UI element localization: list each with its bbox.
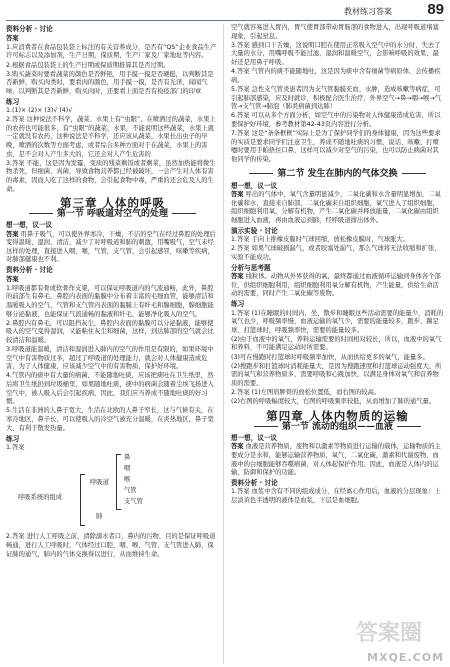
page-header — [0, 0, 450, 22]
section-title — [6, 210, 219, 219]
paragraph — [231, 443, 444, 477]
section-title — [231, 423, 444, 432]
paragraph: 3.答案 不能，这是因为发霉，变质的残菜剩饭或者剩菜，虽然加热能将微生物杀死，但细菌、真菌，导致食物营养都已经被破坏，一会产生对人体有害的毒素，因而人吃了这样的食物，会引起食物中毒，严重的还会危及人的生命。 — [6, 159, 216, 193]
paragraph: (2)右图的呼吸幅度较大，右图的呼吸频率较低，从而增加了肺的通气量。 — [231, 398, 436, 406]
heading: 资料分析 · 讨论 — [6, 266, 53, 275]
watermark — [340, 609, 450, 667]
section-text: 第二节 发生在肺内的气体交换 — [277, 169, 398, 180]
diagram-item: 喉 — [124, 476, 131, 484]
page-number: 89 — [427, 1, 444, 18]
paragraph: 2.答案 进行人工呼吸之前，清除溺水者口、鼻内的污物，目的是保证呼吸道畅通，进行人工呼吸时，气体经过口腔、咽、喉、气管、支气管进入肺，保证肺的通气，肺内的气体交换得以进行，从而维持生命。 — [6, 533, 216, 558]
paragraph: 1.(1)× (2)× (3)√ (4)√ — [6, 107, 73, 115]
paragraph: (3)可在慢跑时打篮球时呼吸频率加快，从而供给更多的氧气，能量多。 — [231, 353, 429, 361]
heading: 演示实验 · 讨论 — [231, 227, 278, 236]
chapter-title: 第四章 人体内物质的运输 — [266, 409, 409, 424]
paragraph: 2.鼻腔内有鼻毛，可以阻挡灰尘，鼻腔内表面的黏膜可以分泌黏液，能够使吸入的空气变得湿润，又能粘住灰尘和细菌，这样，到达肺部的空气就会比较清洁和温暖。 — [6, 319, 214, 344]
paragraph: 空气就容易进入胃内，胃气使胃部带动胃肠部的食物进入，出现呼吸道堵塞现象，引起窒息。 — [231, 24, 439, 40]
answer-label: 答案 — [231, 191, 244, 199]
paragraph-text: 线粒体。动物从外界获得的氧，最终都通过血液循环运输到身体各个部位，供组织细胞利用，组织细胞利用氧分解有机物，产生能量，供给生命活动的需要，同时产生二氧化碳等废物。 — [231, 273, 441, 298]
paragraph: 4.气管内的痰中有大量的病菌，不能随地吐痰，应该把痰吐在卫生纸里，然后将卫生纸扔到垃圾桶里，如果随地吐痰，痰中的病菌会随着尘埃飞扬进入空气中，被人吸入后会引起疾病，因此，我们应当养成不随地吐痰的好习惯。 — [6, 372, 214, 406]
diagram-item: 咽 — [124, 465, 131, 473]
paragraph: 1.答案 血浆中含有不同的组成成分，在经离心作用后，血液的分层现象：上层淡黄色半透明的液体是血浆，下层是血细胞。 — [231, 488, 441, 504]
heading: 想一想，议一议 — [231, 182, 278, 191]
paragraph — [6, 231, 219, 265]
answer-label: 答案 — [6, 230, 19, 238]
paragraph: 4.答案 气管内的痰不能随地吐，这是因为痰中含有细菌等病原体，会传播疾病。 — [231, 68, 441, 84]
section-text: 第一节 流动的组织——血液 — [281, 421, 394, 432]
paragraph — [231, 273, 444, 299]
section-title — [231, 170, 444, 179]
paragraph: 2.答案 (1)左图肩胛骨的放松位置低，而右图的较高。 — [231, 389, 381, 397]
diagram-item: 鼻 — [124, 454, 131, 462]
heading: 资料分析 · 讨论 — [231, 479, 278, 488]
paragraph: 1.呼吸道都有骨或软骨作支架，可以保证呼吸道内的气流通畅，此外，鼻腔的前部生有鼻毛，鼻腔内表面的黏膜中分布着丰富的毛细血管，能够清洁和温暖吸入的空气，气管和支气管内表面的黏膜上有纤毛和腺细胞，腺细胞能够分泌黏液，也能保证气流通畅的黏液和纤毛，能够净化吸入的空气。 — [6, 284, 214, 318]
watermark-url: MXQE.COM — [367, 651, 444, 664]
diagram-item: 支气管 — [124, 498, 143, 506]
heading: 想一想，议一议 — [6, 221, 53, 230]
diagram-bracket — [80, 474, 85, 526]
header-rule — [6, 20, 444, 21]
diagram-bracket — [116, 454, 121, 510]
paragraph: 5.生活在非洲的人鼻子宽大，生活在北欧的人鼻子窄长，这与气候有关，在寒冷地区，鼻子长，可以使吸入的冷空气被充分温暖，在炎热地区，鼻子宽大，有利于散发热量。 — [6, 407, 214, 432]
title-rule — [397, 426, 421, 427]
paragraph-text: 呼出的气体中，氧气含量明显减少，二氧化碳和水含量明显增加，二氧化碳和水，直接来自肺部，二氧化碳来自组织细胞，氧气进入了组织细胞，组织细胞利用氧，分解有机物，产生二氧化碳并释放能量，二氧化碳由组织细胞进入血液，再由血液运到肺，经呼吸道排出体外。 — [231, 191, 441, 225]
title-rule — [29, 213, 53, 214]
paragraph: 3.答案 感到口干舌燥，这说明口腔在使用正常吸入空气中的水分时，失去了大量的水分，用嘴呼吸不能过滤，湿润和温暖空气，会影响呼吸的效果，最好还是用鼻子呼吸。 — [231, 41, 441, 66]
respiratory-diagram — [6, 454, 219, 530]
diagram-root: 呼吸系统的组成 — [18, 494, 63, 502]
diagram-group: 呼吸道 — [90, 479, 109, 487]
paragraph: 3.购买蔬菜时要看蔬菜的颜色是否鲜艳，用手摸一摸是否硬挺，以判断其是否新鲜，购买肉类时，要看肉的颜色，用手摸一摸，是否有光泽，闻闻气味，以判断其是否新鲜，购买肉时，还要看上面是否有检疫部门的印章 — [6, 70, 214, 95]
paragraph: 2.根据食品包装袋上的生产日期或保质期推算其是否过期。 — [6, 61, 170, 69]
paragraph: 1.答案 — [6, 443, 25, 451]
title-rule — [402, 173, 426, 174]
paragraph: 2.答案 如果气球破损漏气，或者胶塞处漏气，那么气球将无法收缩和扩张，实验不能成功。 — [231, 245, 441, 261]
paragraph: (2)由于血液中的氧气，养料运输需要的时间相对较长，所以，血液中的氧气和养料，不可能满足运动时所需要。 — [231, 335, 442, 352]
watermark-logo: 答案圈 — [355, 620, 422, 646]
paragraph: 1.答案 手向上推橡皮膜时气球回缩，放松橡皮膜时，气球胀大。 — [231, 236, 410, 244]
answer-label: 答案 — [231, 273, 244, 281]
section-text: 第一节 呼吸道对空气的处理 — [56, 208, 169, 219]
paragraph: (2)搜跑步和打篮球时消耗能量大，是因为搜跑速度和打篮球运动强度大，所需的氧气和营养物质多，需要呼吸和心跳加快，以满足身体对氧气和营养物质的需要。 — [231, 362, 442, 388]
answer-label: 答案 — [6, 34, 19, 42]
heading: 练习 — [6, 97, 20, 106]
paragraph: 7.答案 这是“条条框框”实际上是为了保护同学们的身体健康，因为这些要求的实质是要求同学们注意卫生，养成不随地吐痰的习惯，说话、咳嗽、打喷嚏时要用手帕捂住口鼻，这样可以减少对空气的污染，也可以防止病菌对其他同学的传染。 — [231, 130, 441, 163]
heading: 练习 — [6, 434, 20, 443]
heading: 练习 — [231, 300, 245, 309]
title-rule — [254, 426, 278, 427]
heading: 资料分析 · 讨论 — [6, 25, 53, 34]
diagram-group: 肺 — [96, 513, 103, 521]
heading: 想一想，议一议 — [231, 434, 278, 443]
heading: 分析与思考题 — [231, 263, 271, 272]
paragraph: 5.答案 急性支气管炎患者因为支气管黏膜充血、水肿，造成咳嗽等病症，可引起肺部感染，应及时就诊，积极配合医生治疗，外界空气→鼻→咽→喉→气管→支气管→肺泡（肺炎病菌到达肺） — [231, 85, 442, 111]
paragraph: 1.应消费者在食品包装袋上标注的有关营养成分，是否有“QS”企业食品生产许可标志以及添加剂，生产日期，保质期，生产厂家及厂家地址等内容。 — [6, 43, 217, 60]
header-title: 教材练习答案 — [344, 7, 392, 16]
right-column — [231, 24, 444, 506]
answer-label: 答案 — [6, 275, 19, 283]
diagram-item: 气管 — [124, 487, 137, 495]
paragraph: 3.呼吸道能温暖，清洁和湿润进入肺内的空气的作用是有限的，如果环境中空气中有害物质过多，超过了呼吸道的处理能力，就会对人体健康造成危害，为了人体健康，应该减少空气中的有害物质，保护好环境。 — [6, 346, 214, 371]
paragraph: 2.答案 这种说法不科学，蔬菜、水果上有“虫眼”，在喷洒过的蔬菜，水果上的农药也可能很多，有“虫眼”的蔬菜，水果，不能说明这些蔬菜，水果上就一定就没有农药，这种说法是不科学，还应该从蔬菜，水果长出虫子的早晚，喷洒的次数等方面考虑，或者综合多种方面对于在蔬菜，水果上的害虫，是不会对人产生多大的，它还会对人产生危害的 — [6, 116, 216, 158]
left-column — [6, 24, 219, 560]
paragraph-text: 血液是营养物质，废物和以激素等物质进行运输的载体，运输物质的主要成分是水和，能够运输营养物质，氧气，二氧化碳，激素和代谢废物，血液中的白细胞能够吞噬病菌，对人体起保护作用。因此，血液是人体内的运输，防御和保护的功能。 — [231, 443, 441, 477]
paragraph: 6.答案 可以从多个方面分析，如空气中的污染物对人体健康造成危害，所以要保护好环境，参考教材第42-43页内容进行分析。 — [231, 112, 441, 128]
paragraph — [231, 191, 444, 225]
column-divider — [223, 24, 224, 664]
title-rule — [249, 173, 273, 174]
paragraph: 1.答案 (1)在睡眠的时间内，坐、散步和睡眠这些活动需要的能量少，消耗的氧气也少，呼吸频率慢，血液运输的氧气少，需要的能量较多，跑步、踢足球、打篮球时，呼吸频率快，需要的能量较多。 — [231, 309, 444, 334]
chapter-title: 第三章 人体的呼吸 — [59, 196, 165, 211]
title-rule — [172, 213, 196, 214]
paragraph-text: 用鼻子吸气，可以使外界寒冷，干燥，不洁的空气在经过鼻腔的处理后变得温暖、湿润、清洁，减少了对呼吸道和肺的刺激，用嘴吸气，空气未经这样的处理，直接进入咽，喉，气管，支气管，会引起感冒，咳嗽等疾病，对肺部健康也不利。 — [6, 230, 216, 264]
answer-label: 答案 — [231, 443, 244, 451]
